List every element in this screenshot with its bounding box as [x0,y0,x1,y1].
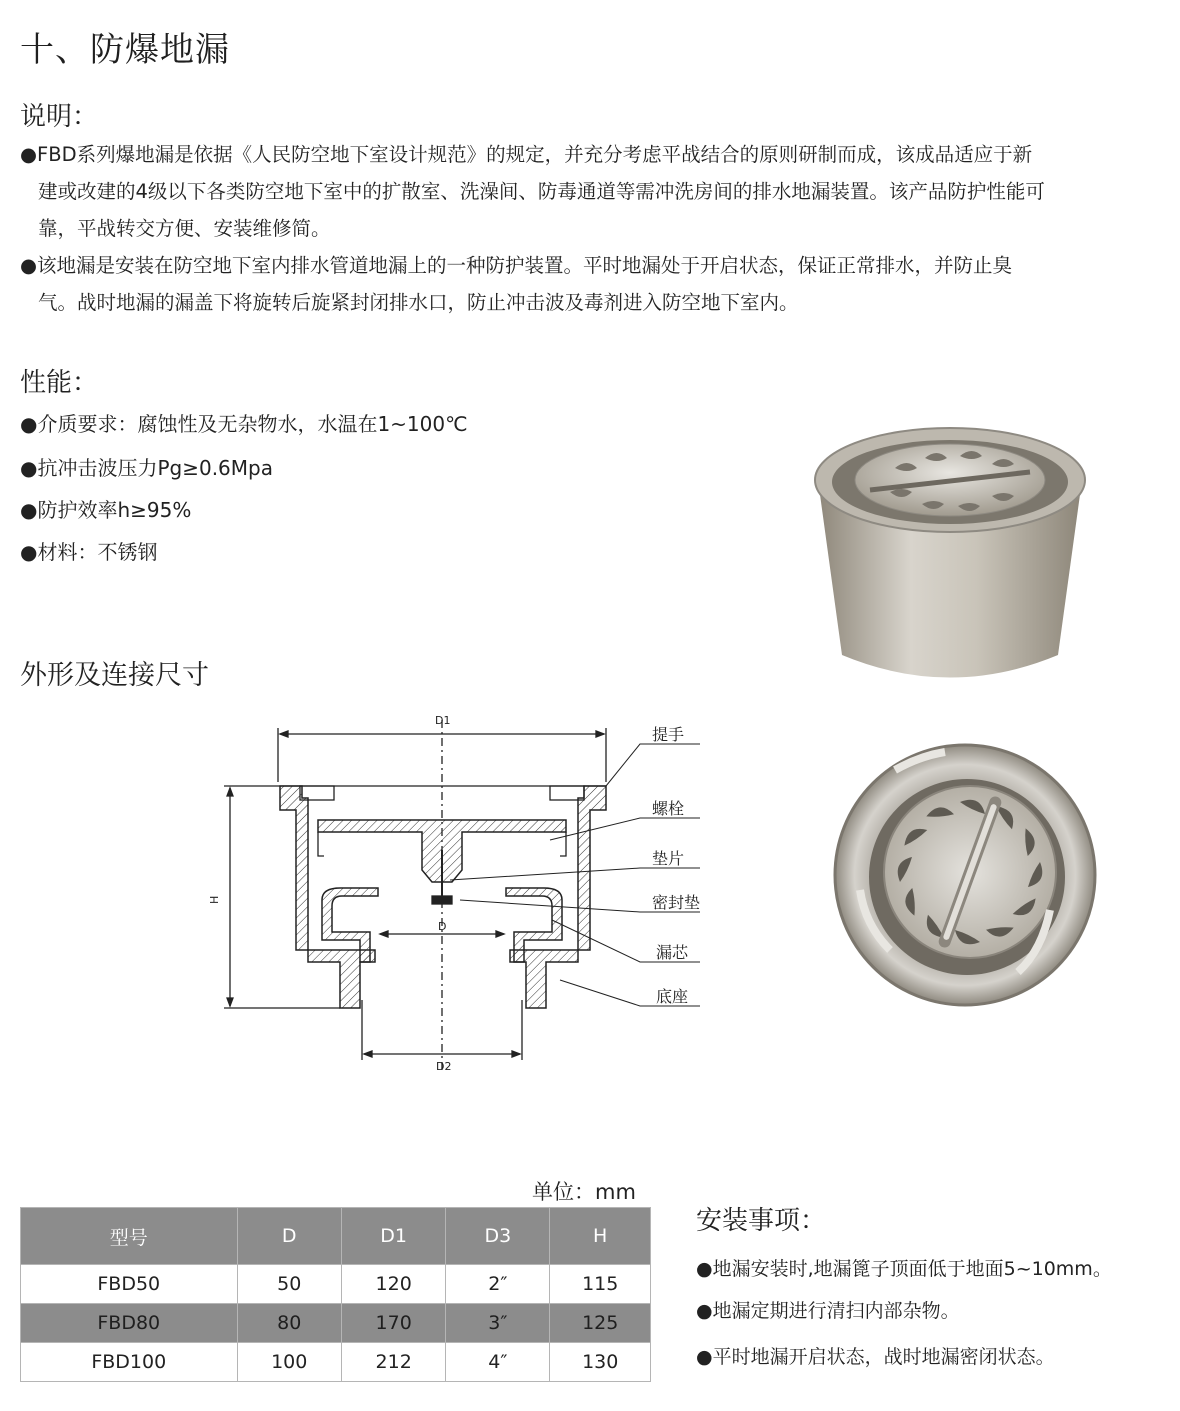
dim-label-d: D [438,920,447,933]
table-cell: 212 [341,1343,445,1382]
cross-section-diagram [200,700,720,1080]
description-paragraph-2 [20,247,1165,321]
table-cell: 120 [341,1265,445,1304]
unit-label: 单位：mm [532,1180,636,1204]
description-p1-line-2: 建或改建的4级以下各类防空地下室中的扩散室、洗澡间、防毒通道等需冲洗房间的排水地漏装置。该产品防护性能可 [38,180,1045,203]
table-row [21,1265,651,1304]
part-label-base: 底座 [656,987,689,1006]
dimensions-title: 外形及连接尺寸 [20,660,209,691]
table-cell: 50 [237,1265,341,1304]
table-cell: 170 [341,1304,445,1343]
table-cell: 100 [237,1343,341,1382]
table-cell: 80 [237,1304,341,1343]
performance-item-material: ●材料：不锈钢 [20,540,158,564]
dim-label-h: H [208,895,221,904]
performance-title: 性能： [20,368,99,398]
dim-label-d1: D1 [435,714,451,727]
installation-item-state: ●平时地漏开启状态，战时地漏密闭状态。 [696,1346,1055,1368]
performance-item-pressure: ●抗冲击波压力Pg≥0.6Mpa [20,456,273,480]
part-label-handle: 提手 [652,725,685,744]
description-p1-line-3: 靠，平战转交方便、安装维修简。 [38,217,331,240]
installation-title: 安装事项： [696,1206,827,1236]
table-header-h: H [550,1208,651,1265]
description-p2-line-2: 气。战时地漏的漏盖下将旋转后旋紧封闭排水口，防止冲击波及毒剂进入防空地下室内。 [38,291,799,314]
table-header-row [21,1208,651,1265]
table-cell: 125 [550,1304,651,1343]
performance-item-medium: ●介质要求：腐蚀性及无杂物水，水温在1~100℃ [20,412,468,436]
description-p2-line-1: ●该地漏是安装在防空地下室内排水管道地漏上的一种防护装置。平时地漏处于开启状态，保证正常排水，并防止臭 [20,254,1013,277]
dim-label-d2: D2 [436,1060,452,1073]
description-title: 说明： [20,102,99,132]
page-title: 十、防爆地漏 [20,30,230,70]
table-cell: FBD80 [21,1304,238,1343]
product-photo-top [825,740,1105,1020]
table-cell: 2″ [446,1265,550,1304]
table-cell: 4″ [446,1343,550,1382]
installation-item-depth: ●地漏安装时,地漏篦子顶面低于地面5~10mm。 [696,1258,1112,1280]
performance-item-efficiency: ●防护效率h≥95% [20,498,192,522]
table-cell: 130 [550,1343,651,1382]
table-cell: FBD100 [21,1343,238,1382]
part-label-seal: 密封垫 [652,893,701,912]
table-header-d1: D1 [341,1208,445,1265]
description-paragraph-1 [20,136,1165,247]
table-cell: 3″ [446,1304,550,1343]
table-row [21,1343,651,1382]
table-header-d: D [237,1208,341,1265]
table-cell: FBD50 [21,1265,238,1304]
part-label-washer: 垫片 [652,849,685,868]
table-row [21,1304,651,1343]
spec-table [20,1207,651,1382]
part-label-core: 漏芯 [656,943,689,962]
part-label-bolt: 螺栓 [652,799,685,818]
description-p1-line-1: ●FBD系列爆地漏是依据《人民防空地下室设计规范》的规定，并充分考虑平战结合的原则研制而成，该成品适应于新 [20,143,1033,166]
table-header-d3: D3 [446,1208,550,1265]
product-photo-side [800,400,1100,700]
table-cell: 115 [550,1265,651,1304]
table-header-model: 型号 [21,1208,238,1265]
installation-item-cleaning: ●地漏定期进行清扫内部杂物。 [696,1300,960,1322]
